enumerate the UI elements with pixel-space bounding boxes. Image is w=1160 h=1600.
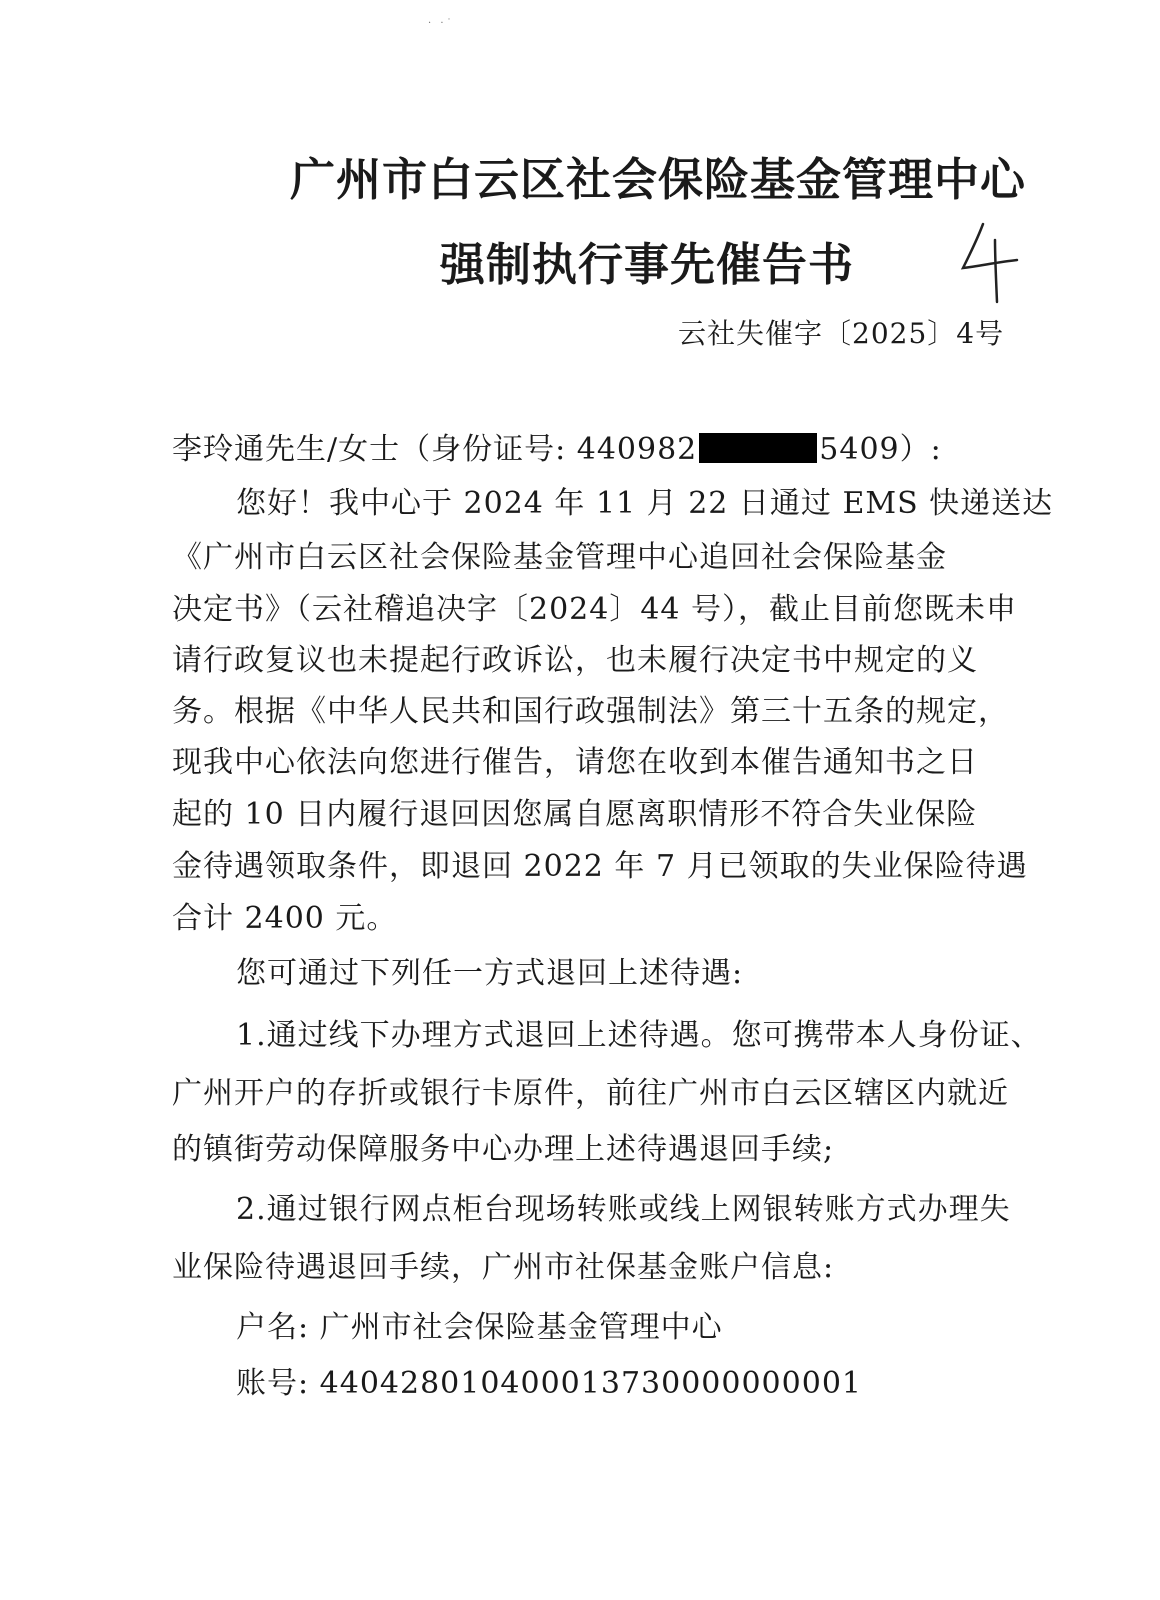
body-line: 业保险待遇退回手续，广州市社保基金账户信息: xyxy=(172,1250,835,1285)
body-line: 起的 10 日内履行退回因您属自愿离职情形不符合失业保险 xyxy=(172,797,978,832)
body-line: 《广州市白云区社会保险基金管理中心追回社会保险基金 xyxy=(172,540,947,575)
title-issuer: 广州市白云区社会保险基金管理中心 xyxy=(290,153,1027,206)
body-line: 合计 2400 元。 xyxy=(172,901,398,936)
body-line: 2.通过银行网点柜台现场转账或线上网银转账方式办理失 xyxy=(236,1192,1011,1227)
body-line: 请行政复议也未提起行政诉讼，也未履行决定书中规定的义 xyxy=(172,643,978,678)
account-number-line: 账号: 440428010400013730000000001 xyxy=(236,1366,862,1401)
body-line: 现我中心依法向您进行催告，请您在收到本催告通知书之日 xyxy=(172,745,978,780)
title-document-type: 强制执行事先催告书 xyxy=(440,238,855,291)
body-line: 1.通过线下办理方式退回上述待遇。您可携带本人身份证、 xyxy=(236,1018,1042,1053)
addressee-prefix: 李玲通先生/女士（身份证号: 440982 xyxy=(172,432,698,467)
body-line: 金待遇领取条件，即退回 2022 年 7 月已领取的失业保险待遇 xyxy=(172,849,1028,884)
scan-marks: · ·˙ xyxy=(428,18,455,29)
addressee-line xyxy=(172,430,942,470)
body-line: 务。根据《中华人民共和国行政强制法》第三十五条的规定， xyxy=(172,694,1009,729)
body-line: 决定书》（云社稽追决字〔2024〕44 号），截止目前您既未申 xyxy=(172,592,1018,627)
document-number: 云社失催字〔2025〕4号 xyxy=(678,317,1005,350)
body-line: 您可通过下列任一方式退回上述待遇: xyxy=(236,956,744,991)
redaction-bar xyxy=(699,433,817,463)
body-line: 您好！我中心于 2024 年 11 月 22 日通过 EMS 快递送达 xyxy=(236,486,1054,521)
body-line: 的镇街劳动保障服务中心办理上述待遇退回手续; xyxy=(172,1132,835,1167)
handwritten-number-4 xyxy=(955,218,1025,308)
account-name-line: 户名: 广州市社会保险基金管理中心 xyxy=(236,1310,723,1345)
body-line: 广州开户的存折或银行卡原件，前往广州市白云区辖区内就近 xyxy=(172,1076,1009,1111)
addressee-suffix: 5409）: xyxy=(819,432,942,467)
